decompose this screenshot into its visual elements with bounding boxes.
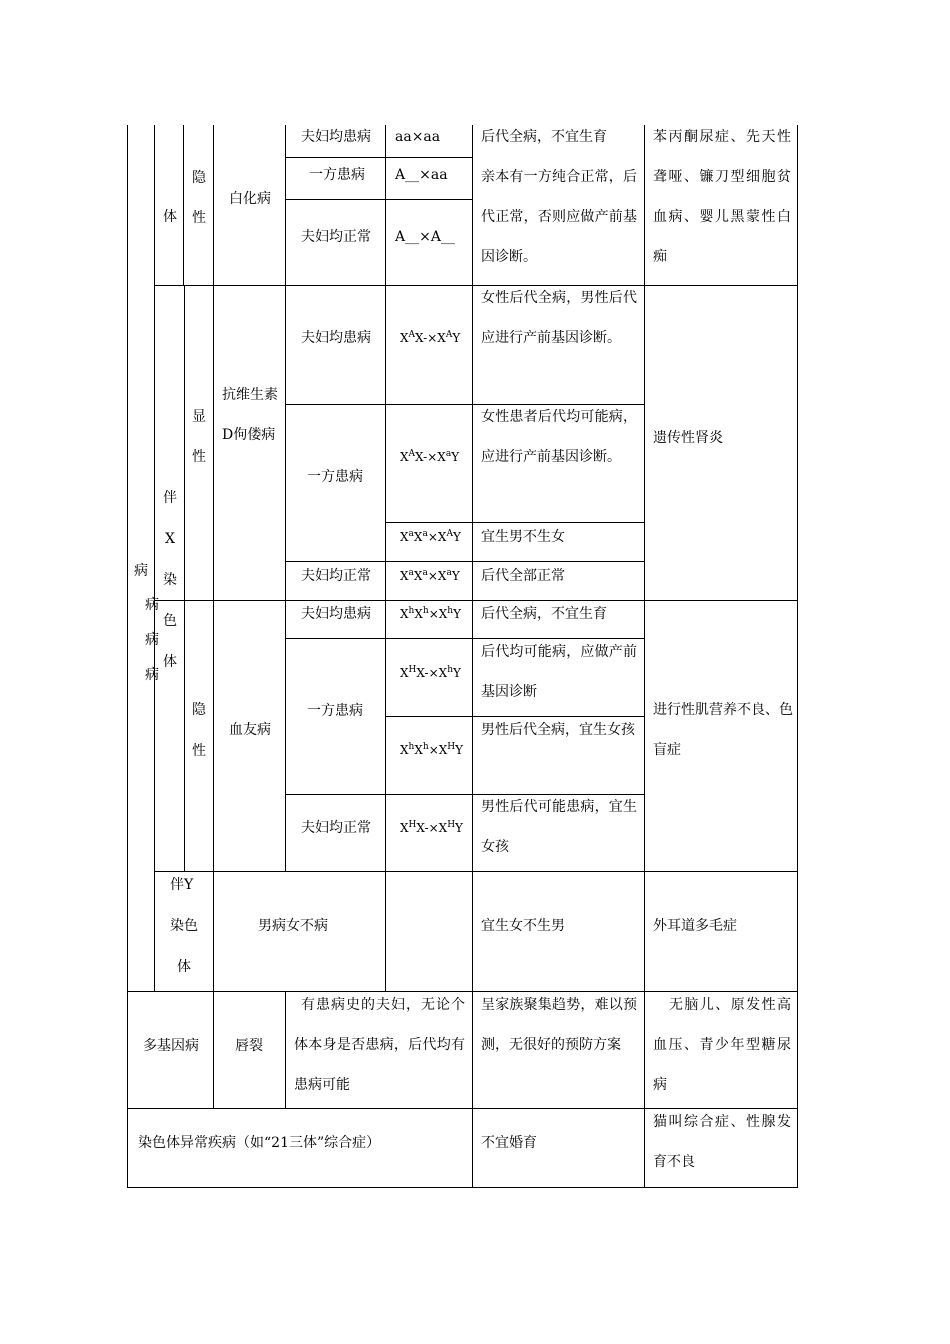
advice-cell: 不宜婚育 [481, 1135, 537, 1151]
disease-name: 唇裂 [235, 1038, 263, 1054]
cross-cell: $X^aX^a\times X^aY$ [400, 568, 460, 583]
cross-cell: aa×aa [395, 129, 441, 145]
rule [213, 871, 214, 1108]
advice-cell: 呈家族聚集趋势，难以预测，无很好的预防方案 [481, 997, 637, 1053]
rule [285, 157, 472, 158]
rule [154, 125, 155, 991]
cross-cell: $X^AX-\times X^aY$ [400, 449, 460, 464]
cross-cell: $X^HX-\times X^HY$ [400, 820, 463, 835]
rule [154, 871, 797, 872]
ylinked-label: 染色 [170, 918, 198, 934]
examples-cell: 外耳道多毛症 [653, 918, 737, 934]
xlinked-label: 体 [163, 654, 177, 670]
parents-cell: 一方患病 [307, 469, 363, 485]
rule [797, 125, 798, 1188]
parents-cell: 夫妇均患病 [301, 330, 371, 346]
rule [285, 199, 472, 200]
rule [127, 1187, 797, 1188]
advice-cell: 后代全部正常 [481, 568, 565, 584]
examples-cell: 猫叫综合症、性腺发育不良 [653, 1114, 791, 1170]
advice-cell: 男性后代全病，宜生女孩 [481, 722, 635, 738]
rule [154, 600, 797, 601]
advice-cell: 后代均可能病，应做产前基因诊断 [481, 644, 637, 700]
advice-cell: 宜生女不生男 [481, 918, 565, 934]
rule [644, 125, 645, 1188]
rule [213, 125, 214, 871]
examples-cell: 苯丙酮尿症、先天性聋哑、镰刀型细胞贫血病、婴儿黑蒙性白痴 [653, 129, 791, 265]
parents-cell: 夫妇均正常 [301, 568, 371, 584]
xian-label: 显 [192, 409, 206, 425]
advice-cell: 后代全病，不宜生育 [481, 129, 607, 145]
yin-label: 隐 [192, 170, 206, 186]
rule [385, 522, 644, 523]
examples-cell: 遗传性肾炎 [653, 430, 723, 446]
cross-cell: $X^hX^h\times X^hY$ [400, 606, 462, 621]
ti-label: 体 [163, 209, 177, 225]
xing-label: 性 [192, 210, 206, 226]
examples-cell: 进行性肌营养不良、色盲症 [653, 702, 793, 758]
yin-label: 隐 [192, 702, 206, 718]
parents-cell: 夫妇均患病 [301, 129, 371, 145]
ylinked-label: 伴Y [170, 877, 194, 893]
disease-name: 白化病 [229, 191, 271, 207]
polygenic-name: 多基因病 [143, 1038, 199, 1054]
cross-cell: $X^hX^h\times X^HY$ [400, 742, 464, 757]
rule [127, 125, 128, 1188]
rule [154, 285, 797, 286]
bing-label: 病 [145, 632, 159, 648]
advice-cell: 女性后代全病，男性后代应进行产前基因诊断。 [481, 290, 637, 346]
disease-name: 抗维生素D佝偻病 [222, 387, 278, 443]
xlinked-label: 染 [163, 572, 177, 588]
advice-cell: 男性后代可能患病，宜生女孩 [481, 799, 637, 855]
advice-cell: 女性患者后代均可能病，应进行产前基因诊断。 [481, 409, 637, 465]
xlinked-label: 伴 [163, 490, 177, 506]
rule [183, 125, 184, 285]
cross-cell: A__×A__ [395, 229, 455, 245]
parents-cell: 一方患病 [309, 167, 365, 183]
cross-cell: $X^HX-\times X^hY$ [400, 665, 461, 680]
rule [184, 285, 185, 871]
advice-cell: 后代全病，不宜生育 [481, 606, 607, 622]
parents-cell: 夫妇均正常 [301, 229, 371, 245]
bing-label: 病 [145, 597, 159, 613]
disease-name: 血友病 [229, 722, 271, 738]
ylinked-label: 体 [177, 959, 191, 975]
rule [285, 125, 286, 871]
xlinked-label: X [165, 531, 175, 547]
ylinked-desc: 男病女不病 [258, 918, 328, 934]
rule [285, 991, 286, 1108]
cross-cell: A__×aa [395, 167, 448, 183]
xing-label: 性 [192, 743, 206, 759]
examples-cell: 无脑儿、原发性高血压、青少年型糖尿病 [653, 997, 791, 1093]
advice-cell: 宜生男不生女 [481, 529, 565, 545]
cross-cell: $X^aX^a\times X^AY$ [400, 529, 461, 544]
bing-label: 病 [134, 563, 148, 579]
rule [385, 125, 386, 991]
xing-label: 性 [192, 449, 206, 465]
rule [285, 561, 644, 562]
cross-cell: $X^AX-\times X^AY$ [400, 330, 461, 345]
chromosomal-name: 染色体异常疾病（如“21三体”综合症） [138, 1135, 381, 1151]
xlinked-label: 色 [163, 613, 177, 629]
parents-cell: 夫妇均正常 [301, 820, 371, 836]
parents-cell: 一方患病 [307, 703, 363, 719]
rule [472, 125, 473, 1188]
bing-label: 病 [145, 667, 159, 683]
polygenic-desc: 有患病史的夫妇，无论个体本身是否患病，后代均有患病可能 [294, 997, 465, 1093]
advice-cell: 亲本有一方纯合正常，后代正常，否则应做产前基因诊断。 [481, 169, 637, 265]
parents-cell: 夫妇均患病 [301, 606, 371, 622]
